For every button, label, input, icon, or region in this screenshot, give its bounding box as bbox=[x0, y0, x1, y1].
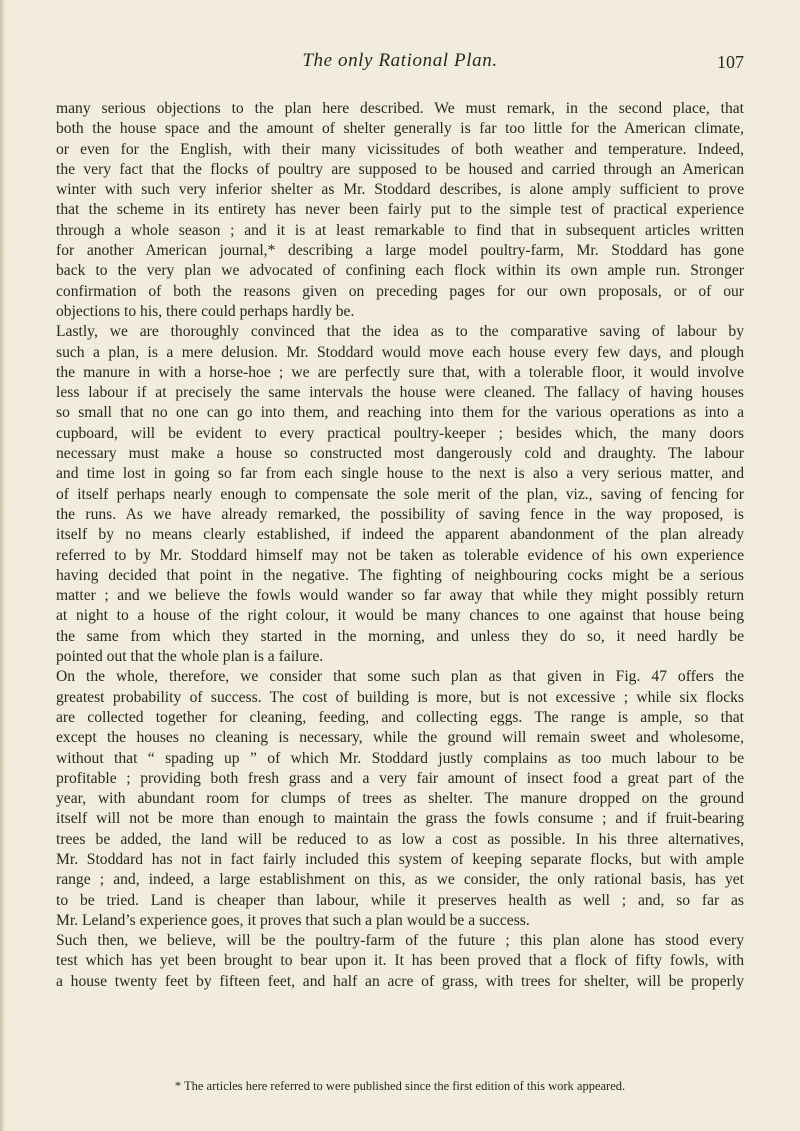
text-line: range ; and, indeed, a large establishment on this, as we consider, the only rational basis, has yet bbox=[56, 871, 744, 889]
text-line: back to the very plan we advocated of confining each flock within its own ample run. Stronger bbox=[56, 262, 744, 280]
text-line: and time lost in going so far from each single house to the next is also a very serious matter, and bbox=[56, 465, 744, 483]
text-line: Such then, we believe, will be the poultry-farm of the future ; this plan alone has stood every bbox=[56, 932, 744, 950]
running-title: The only Rational Plan. bbox=[302, 50, 498, 71]
text-line: objections to his, there could perhaps hardly be. bbox=[56, 302, 355, 320]
body-text bbox=[56, 99, 744, 992]
footnote: * The articles here referred to were published since the first edition of this work appeared. bbox=[174, 1079, 626, 1093]
text-line: itself by no means clearly established, if indeed the apparent abandonment of the plan already bbox=[56, 526, 744, 544]
text-line: trees be added, the land will be reduced to as low a cost as possible. In his three alternatives, bbox=[56, 830, 744, 848]
text-line: except the houses no cleaning is necessary, while the ground will remain sweet and wholesome, bbox=[56, 729, 744, 747]
text-line: without that “ spading up ” of which Mr. Stoddard justly complains as too much labour to be bbox=[56, 749, 744, 767]
text-line: referred to by Mr. Stoddard himself may not be taken as tolerable evidence of his own experience bbox=[56, 546, 744, 564]
text-line: year, with abundant room for clumps of trees as shelter. The manure dropped on the ground bbox=[56, 790, 744, 808]
text-line: Mr. Leland’s experience goes, it proves that such a plan would be a success. bbox=[56, 911, 530, 929]
text-line: are collected together for cleaning, feeding, and collecting eggs. The range is ample, so that bbox=[56, 708, 744, 726]
text-line: itself will not be more than enough to maintain the grass the fowls consume ; and if fruit-bearing bbox=[56, 810, 744, 828]
text-line: or even for the English, with their many vicissitudes of both weather and temperature. Indeed, bbox=[56, 140, 744, 158]
text-line: at night to a house of the right colour, it would be many chances to one against that house being bbox=[56, 607, 744, 625]
text-line: Mr. Stoddard has not in fact fairly included this system of keeping separate flocks, but with ample bbox=[56, 850, 744, 868]
text-line: to be tried. Land is cheaper than labour, while it preserves health as well ; and, so far as bbox=[56, 891, 744, 909]
text-line: the manure in with a horse-hoe ; we are perfectly sure that, with a tolerable floor, it would involve bbox=[56, 363, 744, 381]
text-line: the very fact that the flocks of poultry are supposed to be housed and carried through an American bbox=[56, 160, 744, 178]
text-line: pointed out that the whole plan is a failure. bbox=[56, 648, 324, 666]
text-line: of itself perhaps nearly enough to compensate the sole merit of the plan, viz., saving of fencing for bbox=[56, 485, 744, 503]
page-number: 107 bbox=[717, 52, 744, 72]
text-line: Lastly, we are thoroughly convinced that the idea as to the comparative saving of labour by bbox=[56, 323, 744, 341]
text-line: the runs. As we have already remarked, the possibility of saving fence in the way proposed, is bbox=[56, 505, 744, 523]
text-line: having decided that point in the negative. The fighting of neighbouring cocks might be a serious bbox=[56, 566, 744, 584]
text-line: so small that no one can go into them, and reaching into them for the various operations as into a bbox=[56, 404, 744, 422]
text-line: profitable ; providing both fresh grass and a very fair amount of insect food a great part of the bbox=[56, 769, 744, 787]
text-line: cupboard, will be evident to every practical poultry-keeper ; besides which, the many doors bbox=[56, 424, 744, 442]
text-line: that the scheme in its entirety has never been fairly put to the simple test of practical experience bbox=[56, 201, 744, 219]
text-line: matter ; and we believe the fowls would wander so far away that while they might possibly return bbox=[56, 587, 744, 605]
text-line: necessary must make a house so constructed most dangerously cold and draughty. The labour bbox=[56, 445, 744, 463]
text-line: for another American journal,* describing a large model poultry-farm, Mr. Stoddard has gone bbox=[56, 242, 744, 260]
text-line: test which has yet been brought to bear upon it. It has been proved that a flock of fifty fowls, with bbox=[56, 952, 744, 970]
text-line: a house twenty feet by fifteen feet, and half an acre of grass, with trees for shelter, will be properly bbox=[56, 972, 744, 990]
text-line: confirmation of both the reasons given on preceding pages for our own proposals, or of our bbox=[56, 282, 744, 300]
text-line: greatest probability of success. The cost of building is more, but is not excessive ; while six flocks bbox=[56, 688, 744, 706]
text-line: On the whole, therefore, we consider that some such plan as that given in Fig. 47 offers the bbox=[56, 668, 744, 686]
text-line: winter with such very inferior shelter as Mr. Stoddard describes, is alone amply sufficient to prove bbox=[56, 181, 744, 199]
running-header bbox=[56, 50, 744, 78]
text-line: both the house space and the amount of shelter generally is far too little for the American climate, bbox=[56, 120, 744, 138]
text-line: less labour if at precisely the same intervals the house were cleaned. The fallacy of having houses bbox=[56, 384, 744, 402]
text-line: the same from which they started in the morning, and unless they do so, it need hardly be bbox=[56, 627, 744, 645]
text-line: many serious objections to the plan here described. We must remark, in the second place, that bbox=[56, 100, 744, 117]
text-line: through a whole season ; and it is at least remarkable to find that in subsequent articles written bbox=[56, 221, 744, 239]
page-edge bbox=[0, 0, 5, 1131]
text-line: such a plan, is a mere delusion. Mr. Stoddard would move each house every few days, and plough bbox=[56, 343, 744, 361]
